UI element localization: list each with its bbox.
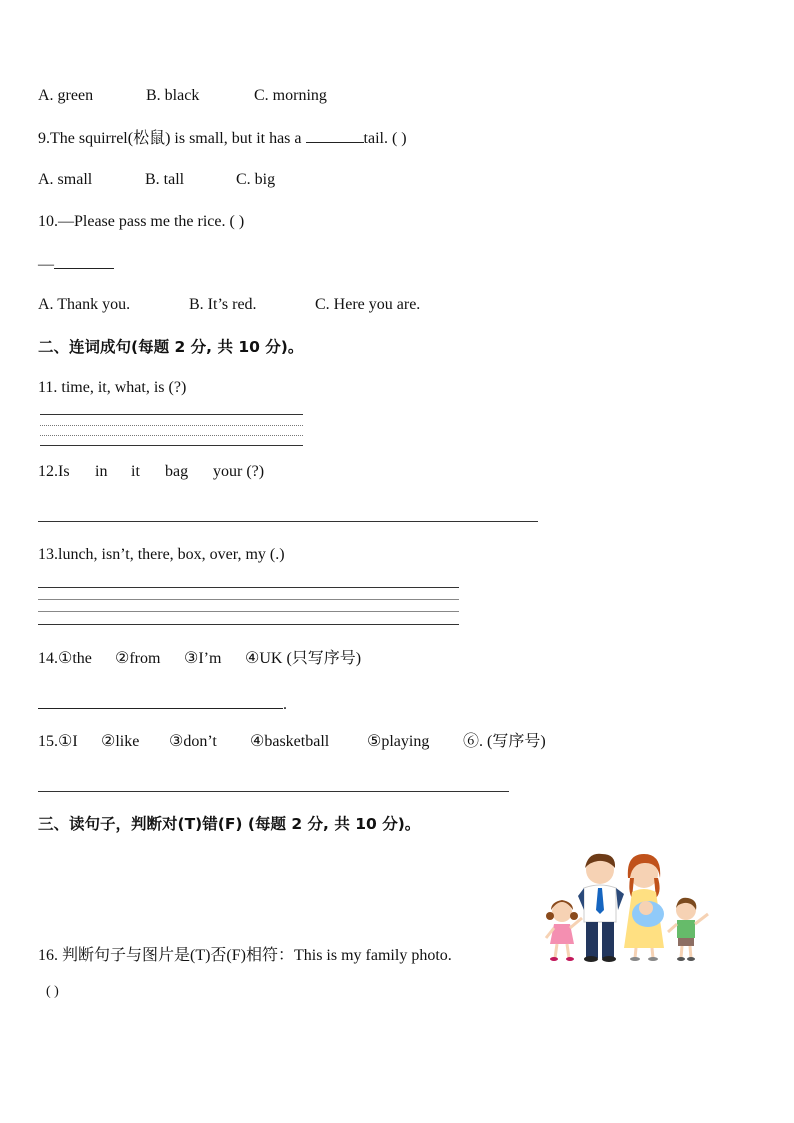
father-figure [578, 854, 624, 962]
q9-stem [38, 128, 407, 149]
q15-number: 15. [38, 733, 58, 750]
q9-option-a: A. small [38, 171, 93, 188]
q12-word-1: Is [58, 463, 70, 480]
q13-writing-line-1[interactable] [38, 587, 459, 588]
q9-option-c: C. big [236, 171, 276, 188]
q15-item-6: ⑥. (写序号) [463, 733, 546, 750]
q16-statement: 16. 判断句子与图片是(T)否(F)相符：This is my family photo. [38, 947, 452, 964]
q12-prompt [38, 462, 264, 482]
q13-writing-line-3[interactable] [38, 611, 459, 612]
q10-dash: — [38, 256, 54, 273]
q9-options [38, 170, 275, 190]
q14-end-mark: . [283, 696, 287, 713]
q11-words: time, it, what, is (?) [61, 379, 187, 396]
q15-item-5: ⑤playing [367, 733, 430, 750]
q11-number: 11. [38, 379, 58, 396]
section-3-heading: 三、读句子，判断对(T)错(F) (每题 2 分, 共 10 分)。 [38, 815, 421, 833]
q12-word-5: your (?) [213, 463, 265, 480]
q9-option-b: B. tall [145, 171, 185, 188]
q11-writing-line-2[interactable] [40, 425, 303, 426]
q9-prefix: 9.The squirrel(松鼠) is small, but it has a [38, 130, 302, 147]
q14-item-4: ④UK (只写序号) [245, 650, 362, 667]
family-illustration [538, 848, 718, 964]
q8-option-c: C. morning [254, 87, 327, 104]
q10-option-b: B. It’s red. [189, 296, 257, 313]
boy-figure [668, 898, 708, 961]
section-2-heading: 二、连词成句(每题 2 分, 共 10 分)。 [38, 338, 304, 356]
q10-option-c: C. Here you are. [315, 296, 421, 313]
q12-word-3: it [131, 463, 140, 480]
q14-prompt [38, 649, 361, 669]
q8-option-a: A. green [38, 87, 94, 104]
girl-figure [546, 900, 582, 961]
q11-writing-line-3[interactable] [40, 435, 303, 436]
q10-option-a: A. Thank you. [38, 296, 131, 313]
q10-stem: 10.—Please pass me the rice. ( ) [38, 213, 245, 230]
q14-answer-blank[interactable] [38, 692, 283, 709]
q13-prompt: 13.lunch, isn’t, there, box, over, my (.) [38, 546, 285, 563]
q15-prompt [38, 732, 546, 752]
q12-word-4: bag [165, 463, 189, 480]
q14-number: 14. [38, 650, 58, 667]
q15-item-2: ②like [101, 733, 140, 750]
q13-writing-line-4[interactable] [38, 624, 459, 625]
q11-prompt [38, 378, 186, 398]
q15-item-3: ③don’t [169, 733, 217, 750]
q12-answer-line[interactable] [38, 521, 538, 522]
q10-options [38, 295, 420, 315]
q10-answer-blank[interactable] [54, 254, 114, 269]
q8-option-b: B. black [146, 87, 200, 104]
q15-answer-line[interactable] [38, 791, 509, 792]
q16-answer-parentheses[interactable]: ( ) [46, 984, 59, 999]
q13-writing-line-2[interactable] [38, 599, 459, 600]
q15-item-1: ①I [58, 733, 78, 750]
q9-answer-blank[interactable] [306, 128, 364, 143]
q11-writing-line-4[interactable] [40, 445, 303, 446]
q10-response [38, 254, 114, 275]
q14-item-2: ②from [115, 650, 161, 667]
q12-word-2: in [95, 463, 108, 480]
q14-item-3: ③I’m [184, 650, 222, 667]
q15-item-4: ④basketball [250, 733, 330, 750]
q9-suffix: tail. ( ) [363, 130, 407, 147]
q14-answer [38, 692, 287, 715]
mother-figure [624, 854, 664, 961]
q8-options [38, 86, 327, 106]
q14-item-1: ①the [58, 650, 92, 667]
q11-writing-line-1[interactable] [40, 414, 303, 415]
q12-number: 12. [38, 463, 58, 480]
